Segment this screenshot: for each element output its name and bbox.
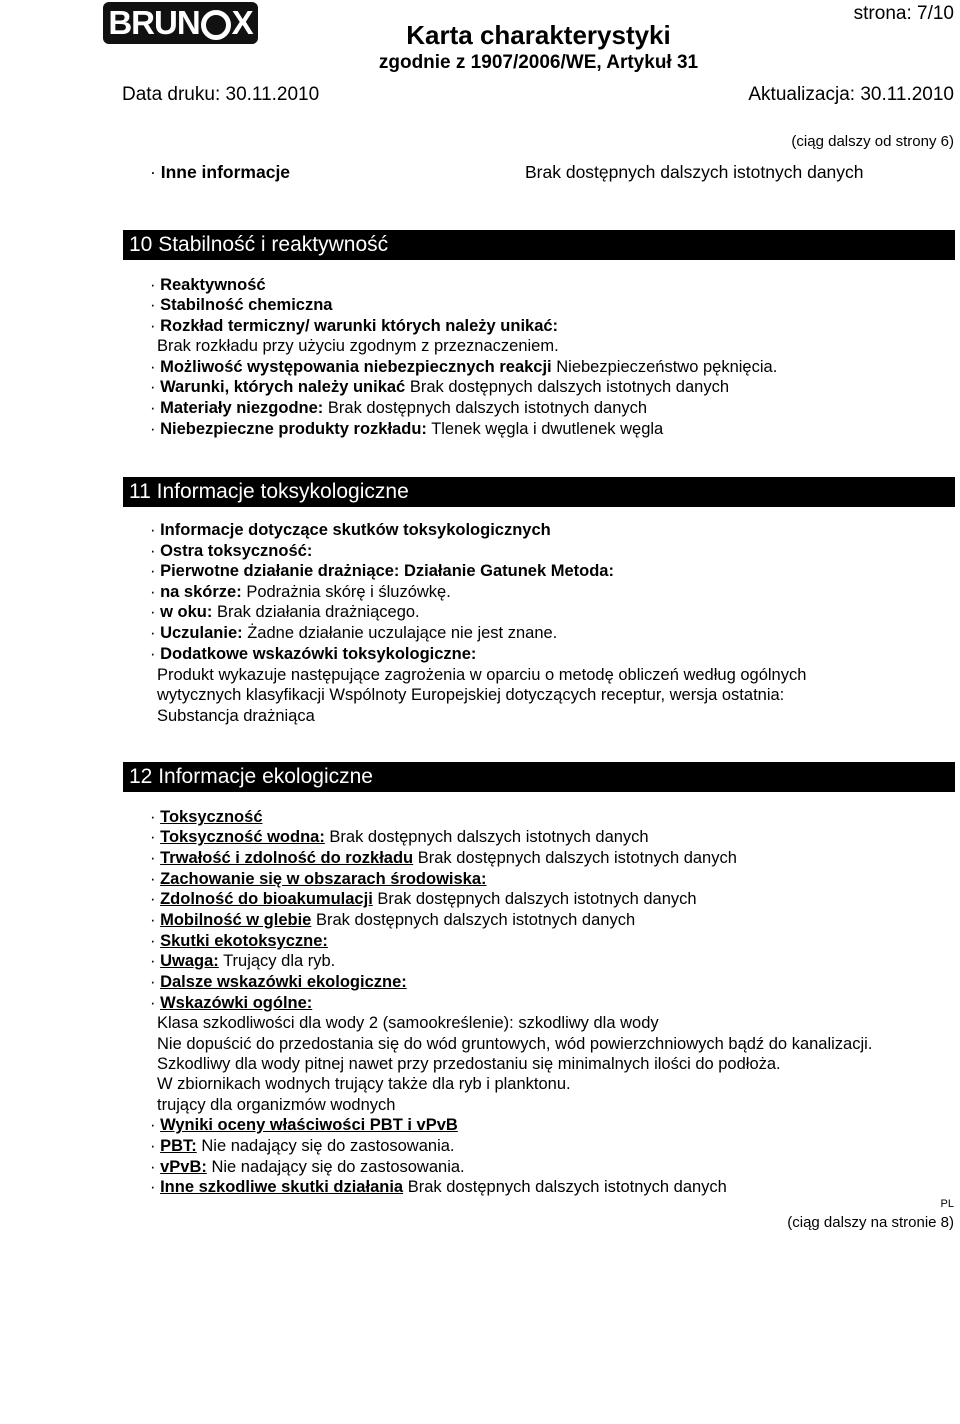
s10-line: · Możliwość występowania niebezpiecznych reakcji Niebezpieczeństwo pęknięcia. <box>150 358 778 376</box>
s12-line: · Inne szkodliwe skutki działania Brak dostępnych dalszych istotnych danych <box>150 1178 727 1196</box>
document-subtitle: zgodnie z 1907/2006/WE, Artykuł 31 <box>378 52 699 73</box>
s12-line: · Toksyczność wodna: Brak dostępnych dalszych istotnych danych <box>150 828 649 846</box>
s12-line: · Skutki ekotoksyczne: <box>150 932 328 950</box>
s12-line: · vPvB: Nie nadający się do zastosowania. <box>150 1158 465 1176</box>
s10-line: · Materiały niezgodne: Brak dostępnych dalszych istotnych danych <box>150 399 648 417</box>
s10-line: · Stabilność chemiczna <box>150 296 333 314</box>
s11-line: · w oku: Brak działania drażniącego. <box>150 603 420 621</box>
s12-line: · PBT: Nie nadający się do zastosowania. <box>150 1137 455 1155</box>
continued-from: (ciąg dalszy od strony 6) <box>791 133 954 150</box>
page-number: strona: 7/10 <box>853 3 954 24</box>
s12-line: · Wyniki oceny właściwości PBT i vPvB <box>150 1116 458 1134</box>
print-date: Data druku: 30.11.2010 <box>122 84 320 105</box>
s12-paragraph: Klasa szkodliwości dla wody 2 (samookreślenie): szkodliwy dla wody <box>157 1014 659 1032</box>
s11-paragraph: Produkt wykazuje następujące zagrożenia w oparciu o metodę obliczeń według ogólnych <box>157 666 807 684</box>
logo-wordmark: BRUN X <box>108 4 253 41</box>
s12-paragraph: Nie dopuścić do przedostania się do wód gruntowych, wód powierzchniowych bądź do kanalizacji. <box>157 1035 873 1053</box>
other-info-label: Inne informacje <box>160 162 291 182</box>
language-code: PL <box>940 1198 954 1210</box>
section-11-header: 11 Informacje toksykologiczne <box>123 477 955 507</box>
s10-line-value: Brak rozkładu przy użyciu zgodnym z przeznaczeniem. <box>157 337 559 355</box>
document-title: Karta charakterystyki <box>406 20 671 50</box>
s12-line: · Trwałość i zdolność do rozkładu Brak dostępnych dalszych istotnych danych <box>150 849 737 867</box>
s10-line: · Warunki, których należy unikać Brak dostępnych dalszych istotnych danych <box>150 378 729 396</box>
s12-line: · Zdolność do bioakumulacji Brak dostępnych dalszych istotnych danych <box>150 890 697 908</box>
s12-line: · Uwaga: Trujący dla ryb. <box>150 952 336 970</box>
other-info-row: · Inne informacje <box>150 162 291 182</box>
s12-line: · Wskazówki ogólne: <box>150 994 313 1012</box>
s11-paragraph: Substancja drażniąca <box>157 707 315 725</box>
s11-paragraph: wytycznych klasyfikacji Wspólnoty Europejskiej dotyczących receptur, wersja ostatnia: <box>157 686 785 704</box>
s11-line: · Uczulanie: Żadne działanie uczulające nie jest znane. <box>150 624 558 642</box>
s10-line: · Reaktywność <box>150 276 266 294</box>
s12-line: · Zachowanie się w obszarach środowiska: <box>150 870 487 888</box>
s11-line: · Ostra toksyczność: <box>150 542 313 560</box>
s10-line: · Rozkład termiczny/ warunki których należy unikać: <box>150 317 559 335</box>
section-12-header: 12 Informacje ekologiczne <box>123 762 955 792</box>
s10-line: · Niebezpieczne produkty rozkładu: Tlenek węgla i dwutlenek węgla <box>150 420 664 438</box>
s12-line: · Toksyczność <box>150 808 263 826</box>
other-info-value: Brak dostępnych dalszych istotnych danych <box>525 162 864 182</box>
s11-line: · Informacje dotyczące skutków toksykologicznych <box>150 521 551 539</box>
s11-line: · Pierwotne działanie drażniące: Działanie Gatunek Metoda: <box>150 562 614 580</box>
s12-paragraph: Szkodliwy dla wody pitnej nawet przy przedostaniu się minimalnych ilości do podłoża. <box>157 1055 781 1073</box>
s12-line: · Dalsze wskazówki ekologiczne: <box>150 973 407 991</box>
s12-paragraph: W zbiornikach wodnych trujący także dla ryb i planktonu. <box>157 1075 571 1093</box>
s11-line: · Dodatkowe wskazówki toksykologiczne: <box>150 645 477 663</box>
s12-paragraph: trujący dla organizmów wodnych <box>157 1096 396 1114</box>
continued-to: (ciąg dalszy na stronie 8) <box>787 1214 954 1231</box>
s11-line: · na skórze: Podrażnia skórę i śluzówkę. <box>150 583 451 601</box>
s12-line: · Mobilność w glebie Brak dostępnych dalszych istotnych danych <box>150 911 636 929</box>
update-date: Aktualizacja: 30.11.2010 <box>748 84 954 105</box>
section-10-header: 10 Stabilność i reaktywność <box>123 230 955 260</box>
